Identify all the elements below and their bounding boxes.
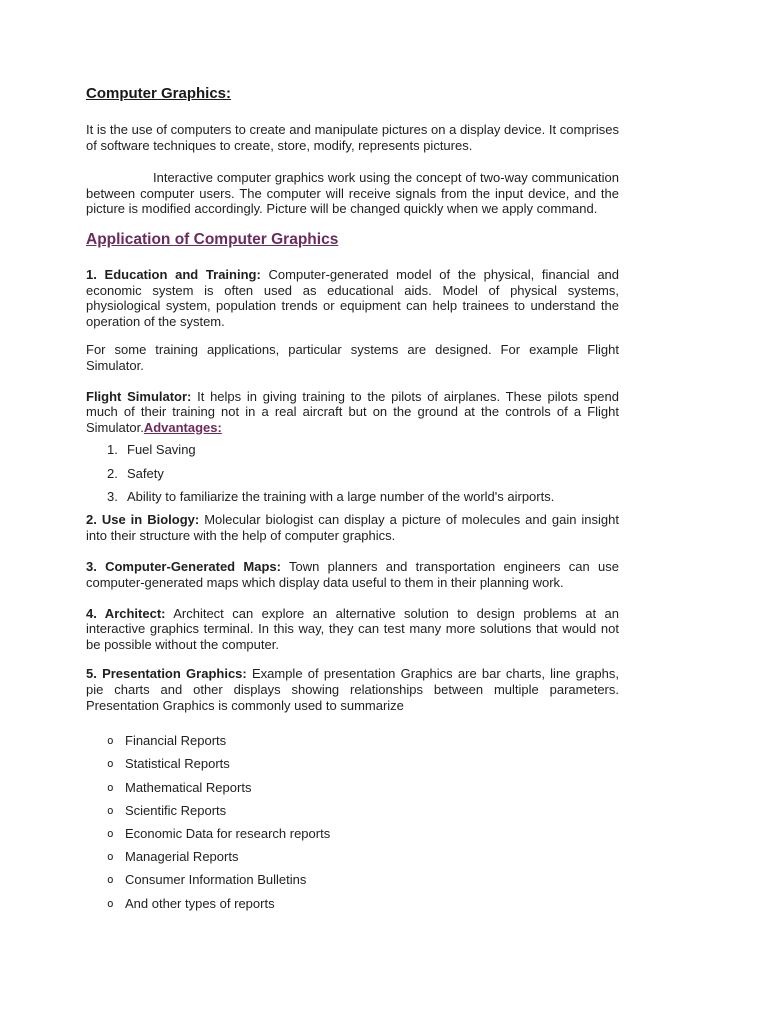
list-item-text: Managerial Reports (125, 849, 239, 865)
section-computer-generated-maps (86, 559, 619, 590)
list-item-text: Mathematical Reports (125, 779, 252, 795)
bullet-marker: o (107, 757, 114, 771)
list-item (86, 442, 619, 458)
section-education-and-training (86, 267, 619, 329)
list-item (86, 756, 619, 772)
section-flight-simulator (86, 389, 619, 436)
section-lead: 4. Architect: (86, 605, 166, 621)
list-item (86, 896, 619, 912)
list-item-text: Financial Reports (125, 733, 227, 749)
intro-paragraph-1: It is the use of computers to create and manipulate pictures on a display device. It comprises of software techniques to create, store, modify, represents pictures. (86, 122, 619, 153)
list-item (86, 803, 619, 819)
list-marker: 3. (107, 488, 118, 504)
list-item (86, 733, 619, 749)
list-item (86, 849, 619, 865)
list-item (86, 489, 619, 505)
list-marker: 2. (107, 465, 118, 481)
section-text: Computer-generated model of the physical, financial and economic system is often used as educational aids. Model of physical systems, physiological system, population trends or equipment can help trainees to understand the operation of the system. (86, 266, 620, 329)
section-lead: 5. Presentation Graphics: (86, 666, 247, 682)
bullet-marker: o (107, 850, 114, 864)
list-item-text: Ability to familiarize the training with a large number of the world's airports. (127, 488, 555, 504)
section-text: Town planners and transportation engineers can use computer-generated maps which display data useful to them in their planning work. (86, 559, 619, 591)
list-marker: 1. (107, 442, 118, 458)
section-presentation-graphics (86, 666, 619, 713)
section-text: Example of presentation Graphics are bar charts, line graphs, pie charts and other displays showing relationships between multiple parameters. Presentation Graphics is commonly used to summarize (86, 666, 619, 713)
section-architect (86, 606, 619, 653)
list-item-text: Safety (127, 465, 164, 481)
list-item-text: Consumer Information Bulletins (125, 872, 307, 888)
list-item-text: Fuel Saving (127, 442, 196, 458)
list-item-text: And other types of reports (125, 895, 275, 911)
bullet-marker: o (107, 803, 114, 817)
section-lead: 3. Computer-Generated Maps: (86, 559, 281, 575)
document-content (86, 85, 619, 919)
section-lead: 1. Education and Training: (86, 266, 261, 282)
bullet-marker: o (107, 896, 114, 910)
applications-heading: Application of Computer Graphics (86, 230, 339, 248)
list-item (86, 466, 619, 482)
document-title: Computer Graphics: (86, 85, 232, 102)
training-note-paragraph: For some training applications, particular systems are designed. For example Flight Simulator. (86, 342, 619, 373)
bullet-marker: o (107, 826, 114, 840)
section-use-in-biology (86, 512, 619, 543)
bullet-marker: o (107, 873, 114, 887)
section-text: Molecular biologist can display a picture of molecules and gain insight into their structure with the help of computer graphics. (86, 512, 619, 543)
advantages-list (86, 442, 619, 504)
advantages-label: Advantages: (143, 419, 222, 435)
list-item-text: Economic Data for research reports (125, 825, 331, 841)
bullet-marker: o (107, 780, 114, 794)
bullet-marker: o (107, 734, 114, 748)
list-item-text: Statistical Reports (125, 756, 230, 772)
section-text: It helps in giving training to the pilots of airplanes. These pilots spend much of their training not in a real aircraft but on the ground at the controls of a Flight Simulator. (86, 388, 619, 435)
section-lead: 2. Use in Biology: (86, 512, 200, 528)
reports-list (86, 733, 619, 911)
list-item (86, 780, 619, 796)
list-item-text: Scientific Reports (125, 802, 227, 818)
section-lead: Flight Simulator: (86, 388, 192, 404)
list-item (86, 872, 619, 888)
intro-paragraph-2: Interactive computer graphics work using the concept of two-way communication between computer users. The computer will receive signals from the input device, and the picture is modified accordingly. Picture will be changed quickly when we apply command. (86, 170, 619, 217)
section-text: Architect can explore an alternative solution to design problems at an interactive graphics terminal. In this way, they can test many more solutions that would not be possible without the computer. (86, 605, 619, 652)
list-item (86, 826, 619, 842)
